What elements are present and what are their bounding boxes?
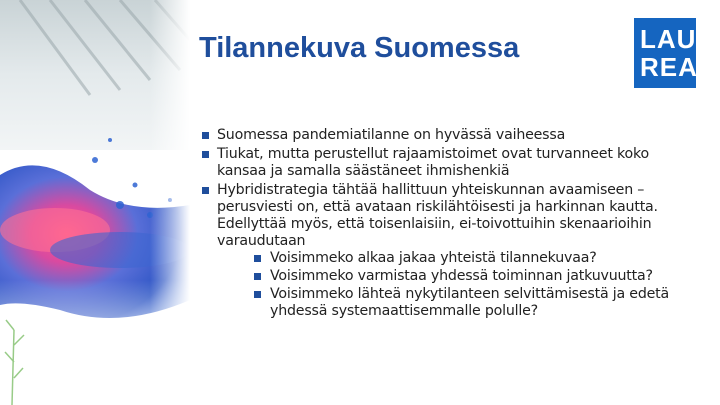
sub-bullet-item <box>254 286 702 320</box>
laurea-logo <box>634 18 696 88</box>
bullet-text: Tiukat, mutta perustellut rajaamistoimet ovat turvanneet koko kansaa ja samalla säästäneet ihmishenkiä <box>217 146 649 179</box>
sub-bullet-item <box>254 268 702 285</box>
slide-title: Tilannekuva Suomessa <box>199 32 520 64</box>
logo-line-2: REA <box>640 52 698 82</box>
bullet-text: Hybridistrategia tähtää hallittuun yhteiskunnan avaamiseen – perusviesti on, että avataan riskilähtöisesti ja harkinnan kautta. Edellyttää myös, että toisenlaisiin, ei-toivottuihin skenaarioihin varaudutaan <box>217 182 658 249</box>
sub-bullet-text: Voisimmeko alkaa jakaa yhteistä tilannekuvaa? <box>270 250 597 266</box>
bullet-square-icon <box>202 151 209 158</box>
bullet-square-icon <box>254 255 261 262</box>
bullet-square-icon <box>254 291 261 298</box>
bullet-square-icon <box>254 273 261 280</box>
sub-bullet-list <box>217 250 702 320</box>
sub-bullet-text: Voisimmeko varmistaa yhdessä toiminnan jatkuvuutta? <box>270 268 653 284</box>
bullet-square-icon <box>202 187 209 194</box>
sub-bullet-text: Voisimmeko lähteä nykytilanteen selvittämisestä ja edetä yhdessä systemaattisemmalle polulle? <box>270 286 670 319</box>
bullet-item <box>202 127 702 144</box>
slide-content <box>202 127 702 322</box>
bullet-text: Suomessa pandemiatilanne on hyvässä vaiheessa <box>217 127 566 143</box>
bullet-item <box>202 146 702 180</box>
bullet-list <box>202 127 702 320</box>
water-splash-image <box>0 0 190 405</box>
bullet-square-icon <box>202 132 209 139</box>
sub-bullet-item <box>254 250 702 267</box>
bullet-item <box>202 182 702 320</box>
logo-line-1: LAU <box>640 24 697 54</box>
